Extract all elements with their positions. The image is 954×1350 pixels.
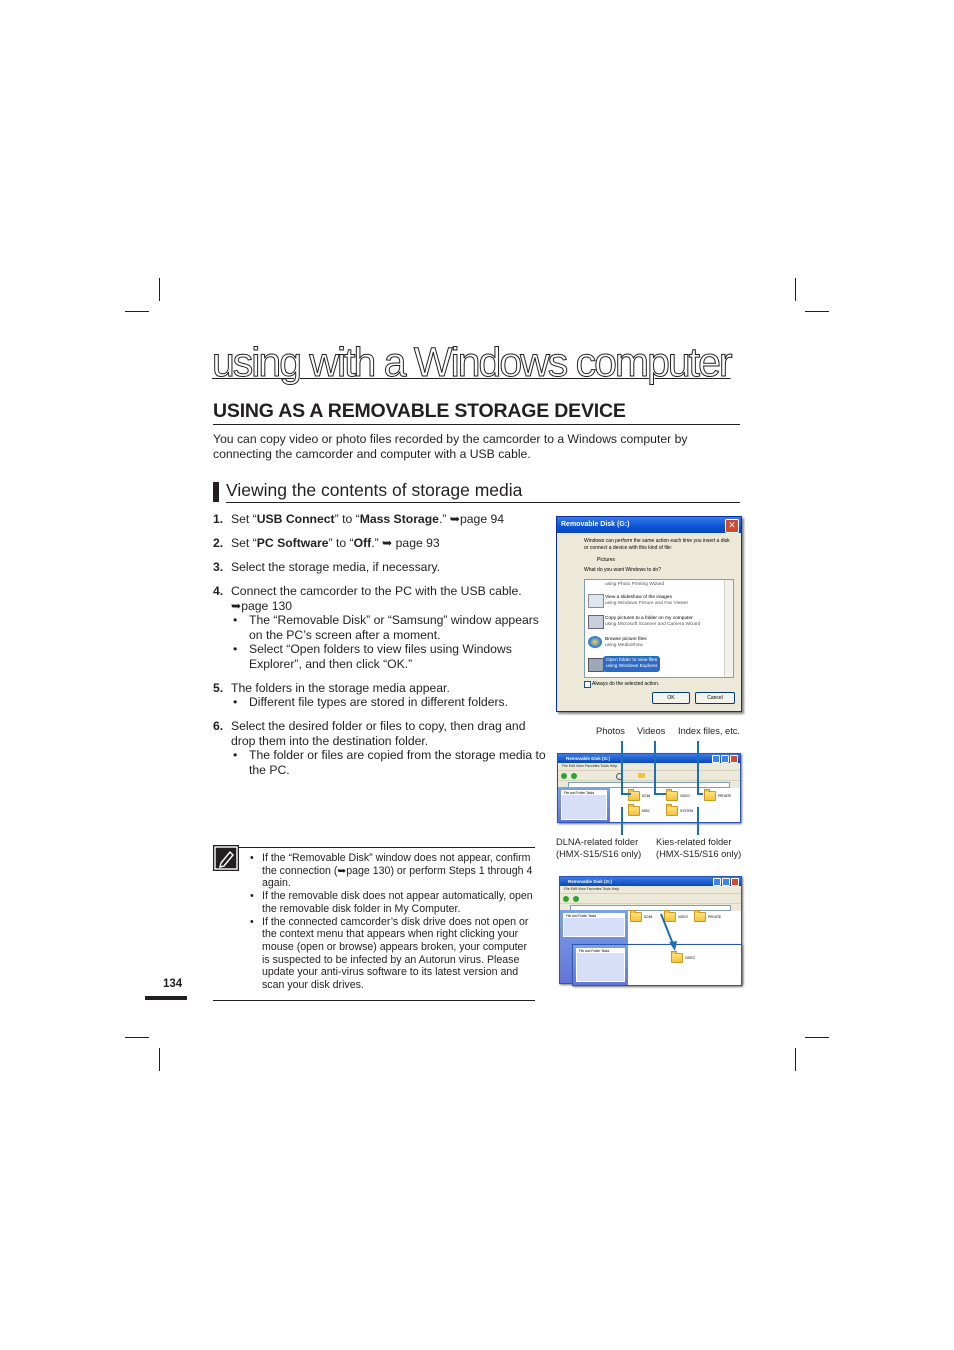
ok-button[interactable]: OK	[652, 692, 690, 704]
back-icon[interactable]	[561, 773, 567, 779]
folders-icon[interactable]	[638, 773, 645, 778]
leader-line	[697, 741, 699, 793]
callout-dlna: DLNA-related folder (HMX-S15/S16 only)	[556, 837, 642, 859]
task-pane	[558, 787, 610, 822]
folder-icon-private[interactable]	[704, 791, 716, 801]
step-2: 2. Set “PC Software” to “Off.” ➥ page 93	[213, 536, 440, 550]
task-box	[563, 913, 625, 937]
folder-icon-private[interactable]	[694, 912, 706, 922]
folder-icon-dcim[interactable]	[630, 912, 642, 922]
leader-line	[654, 793, 666, 795]
step-6-bullet: • The folder or files are copied from the storage media to the PC.	[231, 748, 553, 777]
folder-icon	[588, 658, 604, 672]
explorer-menubar: File Edit View Favorites Tools Help	[558, 763, 740, 770]
crop-mark	[805, 1037, 829, 1038]
leader-line	[697, 807, 699, 835]
slideshow-icon	[588, 594, 604, 608]
folder-label: VIDEO	[678, 915, 688, 919]
folder-label: PRIVATE	[718, 794, 732, 798]
action-list[interactable]	[584, 579, 734, 678]
folder-label: SYSTEM	[680, 809, 694, 813]
note-pencil-icon	[213, 845, 239, 871]
minimize-icon[interactable]	[712, 755, 720, 763]
task-pane	[573, 945, 628, 985]
step-3: 3. Select the storage media, if necessary.	[213, 560, 441, 574]
task-title: File and Folder Tasks	[579, 949, 610, 953]
scrollbar[interactable]	[724, 580, 733, 677]
step-4: 4. Connect the camcorder to the PC with the USB cable. ➥page 130 • The “Removable Disk” or “Samsung” window appears on the PC’s screen after a moment. • Select “Open folders to view files using Windows Explorer”, and then click “OK.”	[213, 584, 553, 671]
step-4-bullet: • Select “Open folders to view files using Windows Explorer”, and then click “OK.”	[231, 642, 553, 671]
always-checkbox[interactable]	[584, 681, 591, 688]
close-icon[interactable]	[731, 878, 739, 886]
notes-list	[250, 852, 535, 992]
leader-line	[621, 807, 623, 835]
note-top-rule	[213, 847, 535, 848]
action-item[interactable]: Browse picture files using MediaShow	[605, 637, 647, 648]
folder-label: MISC	[642, 809, 650, 813]
dialog-titlebar: Removable Disk (G:) ✕	[557, 517, 741, 533]
folder-label: DCIM	[642, 794, 651, 798]
explorer-menubar: File Edit View Favorites Tools Help	[560, 886, 741, 893]
maximize-icon[interactable]	[722, 878, 730, 886]
minimize-icon[interactable]	[713, 878, 721, 886]
crop-mark	[125, 1037, 149, 1038]
note-bottom-rule	[213, 1000, 535, 1001]
explorer-window-screenshot	[557, 753, 741, 823]
close-icon[interactable]: ✕	[725, 519, 739, 533]
task-box	[561, 790, 607, 820]
page-number-bar	[145, 996, 187, 1000]
crop-mark	[805, 311, 829, 312]
step-6: 6. Select the desired folder or files to copy, then drag and drop them into the destination folder. • The folder or files are copied from the storage media to the PC.	[213, 719, 553, 777]
dialog-message: Windows can perform the same action each time you insert a disk or connect a device with this kind of file:	[584, 538, 730, 551]
subsection-title: Viewing the contents of storage media	[226, 478, 740, 503]
chapter-title: using with a Windows computer	[212, 339, 731, 385]
folder-label: VIDEO	[680, 794, 690, 798]
action-item[interactable]: View a slideshow of the images using Windows Picture and Fax Viewer	[605, 595, 689, 606]
callout-kies: Kies-related folder (HMX-S15/S16 only)	[656, 837, 742, 859]
cancel-button[interactable]: Cancel	[695, 692, 735, 704]
crop-mark	[795, 1048, 796, 1071]
dialog-file-type: Pictures	[597, 557, 616, 563]
callout-videos: Videos	[637, 726, 666, 736]
folder-icon-misc[interactable]	[628, 806, 640, 816]
callout-photos: Photos	[596, 726, 625, 736]
forward-icon[interactable]	[573, 896, 579, 902]
mediashow-icon	[588, 636, 602, 648]
leader-line	[621, 741, 623, 793]
step-5-bullet: • Different file types are stored in different folders.	[231, 695, 553, 710]
leader-line	[697, 793, 703, 795]
section-title: USING AS A REMOVABLE STORAGE DEVICE	[213, 398, 740, 425]
note-item: • If the “Removable Disk” window does not appear, confirm the connection (➥page 130) or perform Steps 1 through 4 again.	[250, 852, 535, 890]
action-item-open-folder[interactable]: Open folder to view files using Windows Explorer	[603, 656, 660, 672]
subsection-marker	[213, 482, 219, 502]
autoplay-dialog-screenshot	[556, 516, 742, 712]
folder-label: VIDEO	[685, 956, 695, 960]
note-item: • If the connected camcorder’s disk drive does not open or the context menu that appears when right clicking your mouse (open or browse) appears broken, your computer is suspected to be infected by an Autorun virus. Please update your anti-virus software to its latest version and scan your disk drives.	[250, 916, 535, 992]
leader-line	[654, 741, 656, 793]
action-item[interactable]: using Photo Printing Wizard	[605, 582, 665, 587]
folder-label: PRIVATE	[708, 915, 722, 919]
steps-list	[213, 512, 553, 787]
folder-icon-system[interactable]	[666, 806, 678, 816]
task-box	[576, 948, 625, 982]
callout-index-files: Index files, etc.	[678, 726, 741, 736]
crop-mark	[125, 311, 149, 312]
step-1: 1. Set “USB Connect” to “Mass Storage.” ➥page 94	[213, 512, 505, 526]
task-title: File and Folder Tasks	[564, 791, 595, 795]
action-item[interactable]: Copy pictures to a folder on my computer using Microsoft Scanner and Camera Wizard	[605, 616, 701, 627]
crop-mark	[795, 278, 796, 301]
back-icon[interactable]	[563, 896, 569, 902]
drag-arrow-icon	[655, 910, 685, 955]
leader-line	[621, 793, 631, 795]
maximize-icon[interactable]	[721, 755, 729, 763]
intro-paragraph: You can copy video or photo files recorded by the camcorder to a Windows computer by connecting the camcorder and computer with a USB cable.	[213, 432, 688, 461]
note-item: • If the removable disk does not appear automatically, open the removable disk folder in My Computer.	[250, 890, 535, 915]
close-icon[interactable]	[730, 755, 738, 763]
crop-mark	[159, 278, 160, 301]
folder-icon-video[interactable]	[666, 791, 678, 801]
crop-mark	[159, 1048, 160, 1071]
task-title: File and Folder Tasks	[566, 914, 597, 918]
page-number: 134	[163, 978, 183, 990]
explorer-titlebar: Removable Disk (G:)	[558, 754, 740, 763]
camera-wizard-icon	[588, 615, 604, 629]
step-5: 5. The folders in the storage media appear. • Different file types are stored in different folders.	[213, 681, 553, 710]
folder-label: DCIM	[644, 915, 653, 919]
explorer-titlebar: Removable Disk (G:)	[560, 877, 741, 886]
step-4-bullet: • The “Removable Disk” or “Samsung” window appears on the PC’s screen after a moment.	[231, 613, 553, 642]
forward-icon[interactable]	[571, 773, 577, 779]
dialog-question: What do you want Windows to do?	[584, 567, 661, 573]
always-checkbox-label: Always do the selected action.	[592, 681, 660, 687]
